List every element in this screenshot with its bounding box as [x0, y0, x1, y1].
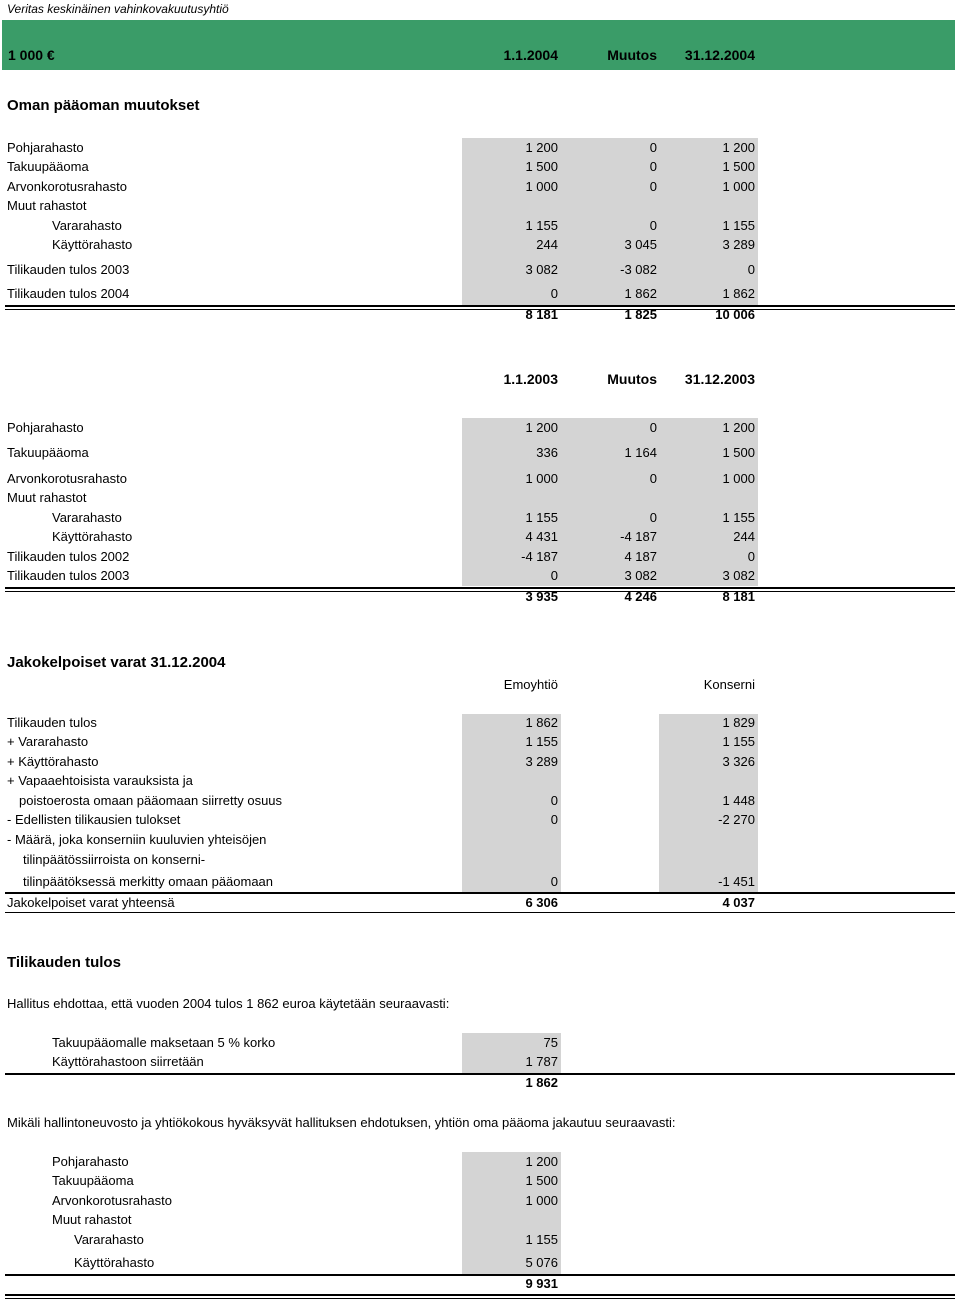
s3-row-label: poistoerosta omaan pääomaan siirretty osuus [19, 793, 283, 808]
s1-total-start: 8 181 [525, 307, 558, 322]
section3-title: Jakokelpoiset varat 31.12.2004 [7, 654, 226, 671]
s5-row-value: 1 200 [525, 1154, 558, 1169]
s1-row-label: Tilikauden tulos 2003 [7, 262, 130, 277]
s3-row-parent: 0 [550, 812, 558, 827]
s2-row-start: 1 200 [525, 420, 558, 435]
s4-row-value: 75 [543, 1035, 558, 1050]
s3-row-group: 1 155 [722, 734, 755, 749]
s2-row-start: 1 155 [525, 510, 558, 525]
s1-row-start: 1 200 [525, 140, 558, 155]
unit-label: 1 000 € [8, 47, 55, 63]
s1-row-label: Vararahasto [52, 218, 122, 233]
header-col-end: 31.12.2004 [684, 47, 755, 63]
s1-row-change: 0 [649, 179, 657, 194]
s3-row-group: 1 829 [722, 715, 755, 730]
s1-row-end: 0 [747, 262, 755, 277]
header-col-start: 1.1.2004 [503, 47, 558, 63]
s2-row-change: -4 187 [620, 529, 657, 544]
s5-row-value: 1 000 [525, 1193, 558, 1208]
s2-total-start: 3 935 [525, 589, 558, 604]
s3-row-parent: 0 [550, 793, 558, 808]
s2-row-end: 244 [733, 529, 755, 544]
s2-row-change: 0 [649, 510, 657, 525]
s2-row-start: 336 [536, 445, 558, 460]
s2-total-end: 8 181 [722, 589, 755, 604]
s3-col-parent: Emoyhtiö [503, 677, 558, 692]
s3-row-label: tilinpäätössiirroista on konserni- [23, 852, 206, 867]
s3-row-label: + Vararahasto [7, 734, 89, 749]
s3-row-label: + Vapaaehtoisista varauksista ja [7, 773, 193, 788]
header-col-change: Muutos [607, 47, 657, 63]
s1-row-change: 3 045 [624, 237, 657, 252]
s3-row-group: 3 326 [722, 754, 755, 769]
s3-row-parent: 1 155 [525, 734, 558, 749]
s1-row-label: Käyttörahasto [52, 237, 133, 252]
s2-row-end: 3 082 [722, 568, 755, 583]
s1-row-label: Takuupääoma [7, 159, 89, 174]
s1-row-change: -3 082 [620, 262, 657, 277]
s3-col-group: Konserni [703, 677, 755, 692]
s4-row-label: Käyttörahastoon siirretään [52, 1054, 204, 1069]
s5-row-label: Vararahasto [74, 1232, 144, 1247]
s4-total2: 9 931 [525, 1276, 558, 1291]
s1-row-change: 0 [649, 159, 657, 174]
s3-row-parent: 0 [550, 874, 558, 889]
s5-row-label: Käyttörahasto [74, 1255, 155, 1270]
s5-row-label: Arvonkorotusrahasto [52, 1193, 172, 1208]
s2-row-start: 1 000 [525, 471, 558, 486]
s5-row-label: Takuupääoma [52, 1173, 134, 1188]
s2-row-end: 1 155 [722, 510, 755, 525]
s4-row-label: Takuupääomalle maksetaan 5 % korko [52, 1035, 276, 1050]
s1-row-end: 1 500 [722, 159, 755, 174]
s2-col-end: 31.12.2003 [684, 371, 755, 387]
s1-row-start: 3 082 [525, 262, 558, 277]
s2-row-label: Vararahasto [52, 510, 122, 525]
s2-row-label: Tilikauden tulos 2003 [7, 568, 130, 583]
s3-total-label: Jakokelpoiset varat yhteensä [7, 895, 175, 910]
s2-col-start: 1.1.2003 [503, 371, 558, 387]
s1-total-change: 1 825 [624, 307, 657, 322]
section4-total2-rule-bottom [5, 1294, 955, 1299]
s3-row-group: -2 270 [718, 812, 755, 827]
s1-row-end: 1 000 [722, 179, 755, 194]
s2-total-change: 4 246 [624, 589, 657, 604]
s2-row-label: Käyttörahasto [52, 529, 133, 544]
s3-row-label: Tilikauden tulos [7, 715, 97, 730]
s1-row-end: 1 155 [722, 218, 755, 233]
s3-row-parent: 3 289 [525, 754, 558, 769]
s5-row-value: 1 155 [525, 1232, 558, 1247]
s1-row-start: 1 155 [525, 218, 558, 233]
s2-row-change: 0 [649, 420, 657, 435]
s5-row-label: Muut rahastot [52, 1212, 132, 1227]
s1-total-end: 10 006 [715, 307, 755, 322]
s1-row-start: 0 [550, 286, 558, 301]
s3-row-label: - Määrä, joka konserniin kuuluvien yhteisöjen [7, 832, 267, 847]
s1-row-label: Tilikauden tulos 2004 [7, 286, 130, 301]
s1-row-start: 1 500 [525, 159, 558, 174]
section3-total-rule-top [5, 892, 955, 894]
s4-row-value: 1 787 [525, 1054, 558, 1069]
s2-row-change: 0 [649, 471, 657, 486]
s3-row-label: + Käyttörahasto [7, 754, 99, 769]
s2-row-change: 1 164 [624, 445, 657, 460]
section4-intro2: Mikäli hallintoneuvosto ja yhtiökokous hyväksyvät hallituksen ehdotuksen, yhtiön oma pääoma jakautuu seuraavasti: [7, 1115, 676, 1130]
s1-row-label: Pohjarahasto [7, 140, 84, 155]
s2-row-start: 0 [550, 568, 558, 583]
s2-row-change: 3 082 [624, 568, 657, 583]
s1-row-start: 1 000 [525, 179, 558, 194]
s2-row-label: Takuupääoma [7, 445, 89, 460]
s1-row-label: Arvonkorotusrahasto [7, 179, 127, 194]
s1-row-label: Muut rahastot [7, 198, 87, 213]
s2-row-end: 0 [747, 549, 755, 564]
s2-row-end: 1 000 [722, 471, 755, 486]
s3-row-parent: 1 862 [525, 715, 558, 730]
s3-total-parent: 6 306 [525, 895, 558, 910]
s5-row-value: 5 076 [525, 1255, 558, 1270]
s2-row-change: 4 187 [624, 549, 657, 564]
section4-title: Tilikauden tulos [7, 954, 121, 971]
s1-row-end: 1 200 [722, 140, 755, 155]
company-name: Veritas keskinäinen vahinkovakuutusyhtiö [7, 2, 229, 16]
s1-row-change: 0 [649, 218, 657, 233]
s1-row-end: 1 862 [722, 286, 755, 301]
s1-row-change: 0 [649, 140, 657, 155]
section3-total-rule-bottom [5, 912, 955, 913]
s3-row-label: tilinpäätöksessä merkitty omaan pääomaan [23, 874, 274, 889]
s3-total-group: 4 037 [722, 895, 755, 910]
s3-row-label: - Edellisten tilikausien tulokset [7, 812, 181, 827]
s2-row-label: Muut rahastot [7, 490, 87, 505]
s2-row-end: 1 200 [722, 420, 755, 435]
s1-row-change: 1 862 [624, 286, 657, 301]
s2-row-start: 4 431 [525, 529, 558, 544]
section4-intro: Hallitus ehdottaa, että vuoden 2004 tulos 1 862 euroa käytetään seuraavasti: [7, 996, 450, 1011]
s5-row-value: 1 500 [525, 1173, 558, 1188]
s2-row-label: Arvonkorotusrahasto [7, 471, 127, 486]
s2-row-end: 1 500 [722, 445, 755, 460]
s5-row-label: Pohjarahasto [52, 1154, 129, 1169]
s2-row-label: Pohjarahasto [7, 420, 84, 435]
section1-title: Oman pääoman muutokset [7, 97, 200, 114]
s3-row-group: 1 448 [722, 793, 755, 808]
s2-row-start: -4 187 [521, 549, 558, 564]
s1-row-end: 3 289 [722, 237, 755, 252]
s3-row-group: -1 451 [718, 874, 755, 889]
s2-col-change: Muutos [607, 371, 657, 387]
s4-total: 1 862 [525, 1075, 558, 1090]
s1-row-start: 244 [536, 237, 558, 252]
s2-row-label: Tilikauden tulos 2002 [7, 549, 130, 564]
